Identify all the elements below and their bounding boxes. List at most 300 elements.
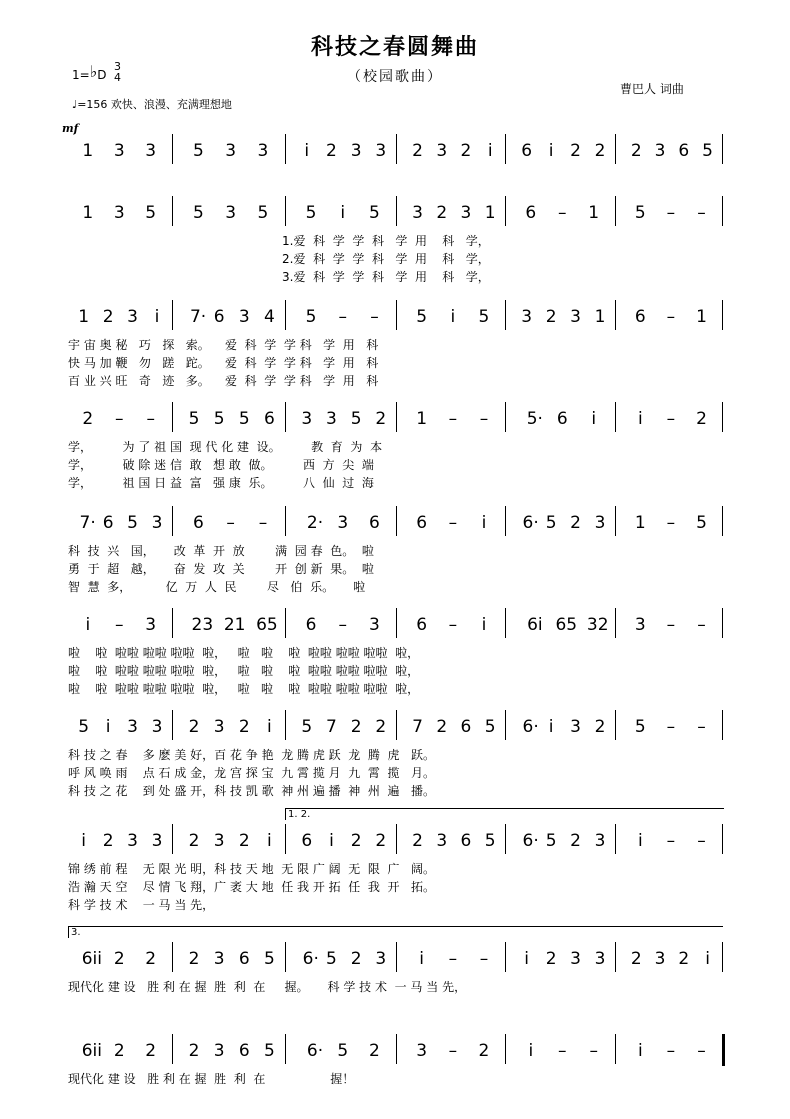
quarter-note-icon: ♩	[72, 98, 78, 111]
note: 5	[545, 513, 557, 533]
note: 5	[326, 949, 337, 969]
note: 3	[594, 513, 606, 533]
note: 2	[696, 409, 707, 429]
bar-line	[722, 134, 723, 164]
note: 7	[326, 717, 337, 737]
lyric-line	[0, 578, 790, 593]
lyric-text: 啦 啦 啦啦 啦啦 啦啦 啦， 啦 啦 啦 啦啦 啦啦 啦啦 啦，	[68, 682, 420, 696]
lyric-text: 快 马 加 鞭 勿 蹉 跎。 爱 科 学 学 科 学 用 科	[68, 356, 379, 370]
bar-line	[396, 710, 397, 740]
note: 3	[654, 949, 666, 969]
lyric-line	[0, 474, 790, 489]
lyric-line	[0, 644, 790, 659]
note: 6	[213, 307, 225, 327]
note: 6	[238, 1041, 250, 1061]
note: 1	[634, 513, 646, 533]
note: i	[637, 1041, 643, 1061]
bar-line	[505, 608, 506, 638]
note: 1	[484, 203, 496, 223]
lyric-line	[0, 232, 790, 247]
note: 3	[521, 307, 533, 327]
note: 3	[213, 949, 225, 969]
note: –	[338, 615, 347, 635]
lyric-line	[0, 250, 790, 265]
bar-line	[285, 300, 286, 330]
note: 2	[678, 949, 690, 969]
note: 65	[555, 615, 578, 635]
note: 2	[145, 949, 157, 969]
bar-line	[722, 196, 723, 226]
note: 3	[213, 717, 225, 737]
tempo-marking	[72, 96, 232, 112]
note: –	[146, 409, 155, 429]
lyric-text: 学， 祖 国 日 益 富 强 康 乐。 八 仙 过 海	[68, 476, 374, 490]
note: i	[304, 141, 310, 161]
note: –	[226, 513, 235, 533]
key-signature	[72, 64, 107, 83]
lyric-text: 啦 啦 啦啦 啦啦 啦啦 啦， 啦 啦 啦 啦啦 啦啦 啦啦 啦，	[68, 646, 420, 660]
note: 5	[213, 409, 225, 429]
note: 6·	[306, 1041, 324, 1061]
note: 6ii	[81, 1041, 102, 1061]
note: i	[591, 409, 597, 429]
note: 3	[238, 307, 250, 327]
note: –	[666, 1041, 676, 1061]
bar-line	[505, 300, 506, 330]
bar-line	[722, 506, 723, 536]
lyric-text: 现代化 建 设 胜 利 在 握 胜 利 在 握。 科 学 技 术 一 马 当 先，	[68, 980, 467, 994]
bar-line	[172, 402, 173, 432]
note: 5	[350, 409, 362, 429]
note: 1	[82, 203, 94, 223]
bar-line	[285, 710, 286, 740]
bar-line	[722, 710, 723, 740]
note: 3	[350, 141, 362, 161]
note: 2	[102, 831, 114, 851]
bar-line	[396, 300, 397, 330]
note: 7·	[79, 513, 96, 533]
note: i	[548, 141, 554, 161]
note: 2	[545, 949, 557, 969]
note: 3	[151, 513, 163, 533]
note: 6	[263, 409, 275, 429]
lyric-line	[0, 336, 790, 351]
dynamic-marking: mf	[62, 122, 79, 135]
bar-line	[615, 196, 616, 226]
lyric-text: 学， 为 了 祖 国 现 代 化 建 设。 教 育 为 本	[68, 440, 383, 454]
lyric-text: 锦 绣 前 程 无 限 光 明，科 技 天 地 无 限 广 阔 无 限 广 阔。	[68, 862, 435, 876]
lyric-text: 现代化 建 设 胜 利 在 握 胜 利 在 握！	[68, 1072, 355, 1086]
lyric-line	[0, 560, 790, 575]
note: 5	[188, 409, 200, 429]
note: 2	[188, 831, 200, 851]
note: 3	[225, 203, 237, 223]
note: i	[340, 203, 346, 223]
note: –	[666, 615, 676, 635]
bar-line	[172, 300, 173, 330]
note: –	[479, 409, 489, 429]
note: –	[338, 307, 347, 327]
note: 2	[570, 141, 581, 161]
time-signature	[114, 61, 121, 83]
note: 6	[369, 513, 380, 533]
bar-line	[615, 1034, 616, 1064]
time-sig-bottom: 4	[114, 71, 121, 84]
lyric-text: 啦 啦 啦啦 啦啦 啦啦 啦， 啦 啦 啦 啦啦 啦啦 啦啦 啦，	[68, 664, 420, 678]
note: 3	[151, 717, 163, 737]
lyric-text: 科 学 技 术 一 马 当 先，	[68, 898, 215, 912]
note: 2	[188, 717, 200, 737]
note: 3	[412, 203, 423, 223]
note: –	[448, 949, 458, 969]
note: 1	[588, 203, 600, 223]
note: 2	[460, 141, 472, 161]
lyric-line	[0, 268, 790, 283]
note: 2	[113, 1041, 125, 1061]
note: i	[487, 141, 493, 161]
note: 2·	[306, 513, 324, 533]
note: 1	[82, 141, 94, 161]
lyric-text: 科 技 兴 国， 改 革 开 放 满 园 春 色。 啦	[68, 544, 374, 558]
note: 2	[82, 409, 94, 429]
note: 3	[151, 831, 163, 851]
note: –	[666, 203, 676, 223]
bar-line	[505, 402, 506, 432]
note: i	[450, 307, 456, 327]
note: 5	[484, 717, 496, 737]
note: 6·	[522, 717, 539, 737]
bar-line	[172, 942, 173, 972]
bar-line	[505, 506, 506, 536]
bar-line	[396, 506, 397, 536]
bar-line	[505, 196, 506, 226]
bar-line	[615, 824, 616, 854]
note: 2	[375, 717, 387, 737]
note: –	[697, 1041, 706, 1061]
note: i	[637, 409, 643, 429]
note: i	[705, 949, 710, 969]
lyric-text: 勇 于 超 越， 奋 发 攻 关 开 创 新 果。 啦	[68, 562, 374, 576]
bar-line	[722, 402, 723, 432]
note: 2	[570, 831, 581, 851]
bar-line	[172, 608, 173, 638]
note: –	[448, 615, 458, 635]
lyric-line	[0, 372, 790, 387]
bar-line	[505, 824, 506, 854]
note: 2	[350, 831, 362, 851]
note: 2	[436, 717, 448, 737]
bar-line	[615, 134, 616, 164]
note: 6	[102, 513, 114, 533]
note: 3	[127, 831, 138, 851]
note: 6	[301, 831, 313, 851]
note: 3	[326, 409, 337, 429]
note: –	[448, 1041, 458, 1061]
note: 2	[594, 717, 606, 737]
note: 2	[412, 141, 423, 161]
note: –	[666, 717, 676, 737]
note: 5	[78, 717, 90, 737]
note: i	[81, 831, 87, 851]
lyric-line	[0, 746, 790, 761]
note: 6ii	[81, 949, 102, 969]
lyric-line	[0, 860, 790, 875]
lyric-line	[0, 542, 790, 557]
bar-line	[285, 824, 286, 854]
lyric-text: 呼 风 唤 雨 点 石 成 金，龙 宫 探 宝 九 霄 揽 月 九 霄 揽 月。	[68, 766, 435, 780]
note: –	[558, 203, 567, 223]
lyric-text: 科 技 之 春 多 麽 美 好，百 花 争 艳 龙 腾 虎 跃 龙 腾 虎 跃。	[68, 748, 435, 762]
note: 6	[238, 949, 250, 969]
note: 2	[350, 949, 362, 969]
bar-line	[285, 506, 286, 536]
note: –	[558, 1041, 567, 1061]
lyric-text: 学， 破 除 迷 信 敢 想 敢 做。 西 方 尖 端	[68, 458, 374, 472]
note: 2	[545, 307, 557, 327]
note: 5	[257, 203, 269, 223]
note: 6·	[522, 831, 539, 851]
key-label: 1=	[72, 68, 90, 82]
bar-line	[172, 1034, 173, 1064]
bar-line	[396, 134, 397, 164]
bar-line	[172, 134, 173, 164]
note: –	[666, 513, 676, 533]
note: 3	[654, 141, 666, 161]
note: i	[637, 831, 643, 851]
bar-line	[396, 824, 397, 854]
tempo-text: =156 欢快、浪漫、充满理想地	[77, 98, 232, 111]
note: i	[267, 831, 272, 851]
bar-line	[722, 608, 723, 638]
bar-line	[285, 134, 286, 164]
note: 5	[484, 831, 496, 851]
note: 3	[213, 1041, 225, 1061]
bar-line	[615, 608, 616, 638]
note: i	[329, 831, 334, 851]
note: 1	[78, 307, 90, 327]
lyric-line	[0, 878, 790, 893]
note: –	[258, 513, 268, 533]
note: 2	[412, 831, 423, 851]
note: –	[479, 949, 489, 969]
note: 3	[436, 141, 448, 161]
note: –	[370, 307, 379, 327]
bar-line	[285, 608, 286, 638]
note: 4	[263, 307, 275, 327]
note: 6	[556, 409, 568, 429]
note: –	[666, 409, 676, 429]
bar-line	[285, 1034, 286, 1064]
note: 3	[213, 831, 225, 851]
lyric-text: 1.爱 科 学 学 科 学 用 科 学，	[282, 234, 490, 248]
bar-line	[172, 196, 173, 226]
bar-line	[505, 134, 506, 164]
note: 3	[594, 831, 606, 851]
bar-line	[172, 506, 173, 536]
note: 3	[570, 307, 581, 327]
note: 6	[525, 203, 537, 223]
note: 2	[570, 513, 581, 533]
note: 3	[570, 949, 581, 969]
note: –	[697, 203, 706, 223]
note: 7	[412, 717, 423, 737]
note: –	[115, 615, 124, 635]
note: i	[267, 717, 272, 737]
lyric-line	[0, 896, 790, 911]
bar-line	[172, 710, 173, 740]
lyric-line	[0, 456, 790, 471]
lyric-line	[0, 680, 790, 695]
note: 21	[223, 615, 246, 635]
note: 23	[191, 615, 214, 635]
bar-line	[285, 402, 286, 432]
note: 5	[145, 203, 157, 223]
lyric-line	[0, 764, 790, 779]
note: 5	[337, 1041, 349, 1061]
note: 5	[127, 513, 138, 533]
bar-line	[396, 402, 397, 432]
note: 5	[263, 1041, 275, 1061]
note: 5	[305, 203, 317, 223]
note: i	[419, 949, 425, 969]
bar-line	[396, 942, 397, 972]
lyric-text: 浩 瀚 天 空 尽 情 飞 翔，广 袤 大 地 任 我 开 拓 任 我 开 拓。	[68, 880, 435, 894]
note: –	[448, 513, 458, 533]
note: 6	[460, 717, 472, 737]
note: 5·	[526, 409, 543, 429]
note: 3	[145, 615, 157, 635]
note: 5	[416, 307, 428, 327]
note: 5	[478, 307, 490, 327]
bar-line	[396, 608, 397, 638]
bar-line	[722, 824, 723, 854]
note: 5	[545, 831, 557, 851]
final-bar-line	[722, 1034, 725, 1066]
note: 2	[188, 949, 200, 969]
lyric-text: 宇 宙 奥 秘 巧 探 索。 爱 科 学 学 科 学 用 科	[68, 338, 379, 352]
note: –	[666, 831, 676, 851]
lyric-text: 3.爱 科 学 学 科 学 用 科 学，	[282, 270, 490, 284]
volta-bracket: 1. 2.	[285, 808, 724, 820]
note: 1	[696, 307, 707, 327]
note: 3	[594, 949, 606, 969]
note: –	[666, 307, 676, 327]
note: i	[105, 717, 111, 737]
note: 3	[460, 203, 472, 223]
note: 5	[238, 409, 250, 429]
bar-line	[285, 942, 286, 972]
bar-line	[505, 1034, 506, 1064]
time-sig-top: 3	[114, 60, 121, 73]
bar-line	[615, 942, 616, 972]
note: 3	[375, 949, 387, 969]
note: –	[697, 615, 706, 635]
note: –	[448, 409, 458, 429]
note: 2	[145, 1041, 157, 1061]
note: 6	[192, 513, 204, 533]
lyric-line	[0, 1070, 790, 1085]
note: 2	[188, 1041, 200, 1061]
note: 6	[416, 615, 428, 635]
note: 2	[326, 141, 337, 161]
lyric-line	[0, 662, 790, 677]
note: –	[115, 409, 124, 429]
lyric-line	[0, 354, 790, 369]
note: 2	[594, 141, 606, 161]
note: 2	[630, 141, 642, 161]
note: 2	[436, 203, 448, 223]
note: 3	[436, 831, 448, 851]
note: 1	[416, 409, 428, 429]
note: 3	[113, 203, 125, 223]
note: 6·	[302, 949, 319, 969]
bar-line	[505, 710, 506, 740]
note: 3	[127, 307, 138, 327]
note: i	[481, 513, 487, 533]
note: 3	[145, 141, 157, 161]
note: i	[481, 615, 487, 635]
note: i	[154, 307, 160, 327]
bar-line	[285, 196, 286, 226]
key-note: D	[97, 68, 107, 82]
note: 5	[702, 141, 713, 161]
note: 3	[225, 141, 237, 161]
note: 3	[257, 141, 269, 161]
note: 3	[369, 615, 380, 635]
composer-credit: 曹巴人 词曲	[620, 82, 684, 96]
lyric-text: 科 技 之 花 到 处 盛 开，科 技 凯 歌 神 州 遍 播 神 州 遍 播。	[68, 784, 435, 798]
lyric-line	[0, 782, 790, 797]
note: 5	[192, 141, 204, 161]
lyric-text: 百 业 兴 旺 奇 迹 多。 爱 科 学 学 科 学 用 科	[68, 374, 379, 388]
note: 3	[337, 513, 349, 533]
note: 6i	[527, 615, 543, 635]
song-subtitle: （校园歌曲）	[347, 69, 443, 85]
note: 2	[102, 307, 114, 327]
note: 2	[478, 1041, 490, 1061]
note: 6	[460, 831, 472, 851]
note: 32	[586, 615, 609, 635]
bar-line	[722, 300, 723, 330]
note: 5	[369, 203, 380, 223]
note: 6	[416, 513, 428, 533]
volta-bracket: 3.	[68, 926, 723, 938]
note: 6	[678, 141, 690, 161]
note: 65	[256, 615, 278, 635]
bar-line	[615, 402, 616, 432]
note: 3	[375, 141, 387, 161]
bar-line	[505, 942, 506, 972]
note: 2	[238, 831, 250, 851]
note: 5	[696, 513, 707, 533]
note: 7·	[189, 307, 207, 327]
note: 6	[521, 141, 533, 161]
note: i	[548, 717, 554, 737]
note: 3	[127, 717, 138, 737]
note: 5	[634, 717, 646, 737]
note: 5	[192, 203, 204, 223]
lyric-text: 智 慧 多， 亿 万 人 民 尽 伯 乐。 啦	[68, 580, 366, 594]
note: 5	[634, 203, 646, 223]
note: 2	[238, 717, 250, 737]
note: 2	[630, 949, 642, 969]
song-title: 科技之春圆舞曲	[310, 35, 479, 60]
note: 3	[416, 1041, 428, 1061]
note: 3	[113, 141, 125, 161]
note: 1	[594, 307, 606, 327]
lyric-text: 2.爱 科 学 学 科 学 用 科 学，	[282, 252, 490, 266]
note: 2	[375, 831, 387, 851]
